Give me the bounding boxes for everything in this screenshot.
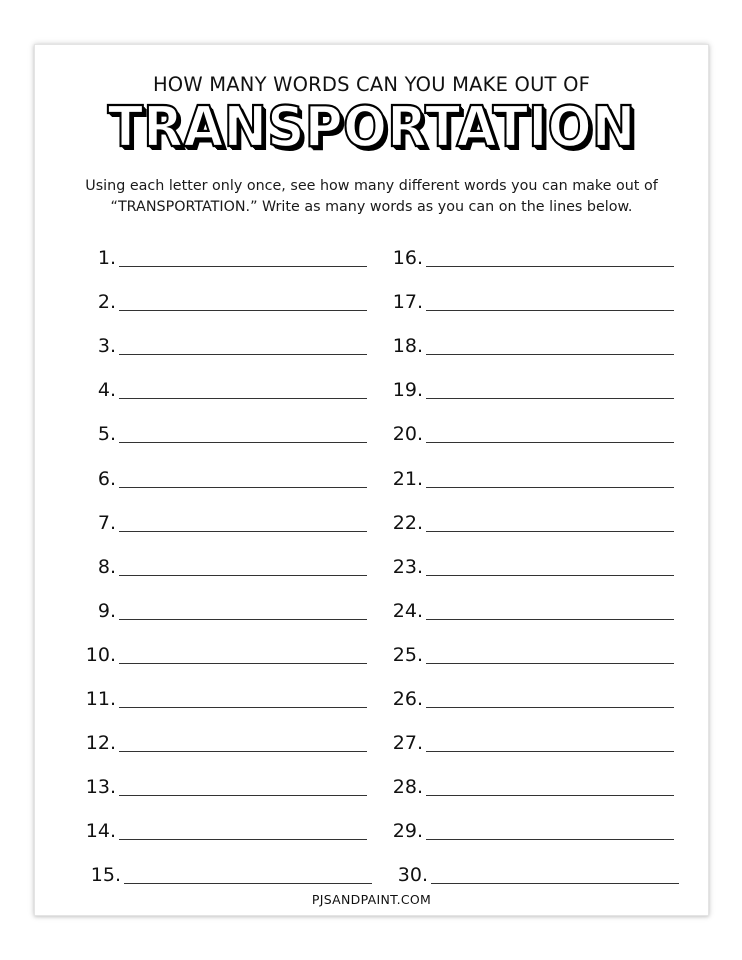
- answer-row: [67, 635, 367, 665]
- answer-number: 14.: [85, 820, 116, 843]
- answer-number: 27.: [392, 732, 423, 755]
- answer-row: [67, 370, 367, 400]
- answer-number: 13.: [85, 776, 116, 799]
- answer-number: 5.: [97, 423, 116, 446]
- answer-line[interactable]: [431, 883, 679, 884]
- answer-number: 22.: [392, 511, 423, 534]
- answer-line[interactable]: [119, 531, 367, 532]
- answer-number: 25.: [392, 643, 423, 666]
- answer-line[interactable]: [119, 751, 367, 752]
- answer-row: [374, 459, 674, 489]
- answer-line[interactable]: [119, 398, 367, 399]
- answer-number: 8.: [97, 555, 116, 578]
- answer-row: [374, 591, 674, 621]
- answer-number: 21.: [392, 467, 423, 490]
- answer-row: [374, 282, 674, 312]
- answer-line[interactable]: [426, 310, 674, 311]
- worksheet-title: TRANSPORTATION: [107, 95, 636, 160]
- answer-row: [374, 723, 674, 753]
- answer-row: [67, 282, 367, 312]
- answer-number: 12.: [85, 732, 116, 755]
- answer-number: 28.: [392, 776, 423, 799]
- answer-line[interactable]: [426, 663, 674, 664]
- answer-row: [67, 679, 367, 709]
- answer-row: [67, 855, 367, 885]
- answer-line[interactable]: [426, 839, 674, 840]
- answer-line[interactable]: [119, 839, 367, 840]
- answer-number: 19.: [392, 379, 423, 402]
- answer-number: 30.: [397, 864, 428, 887]
- instructions: [45, 176, 698, 218]
- answer-number: 24.: [392, 599, 423, 622]
- answer-line[interactable]: [426, 795, 674, 796]
- answer-row: [67, 459, 367, 489]
- answer-row: [374, 238, 674, 268]
- answer-row: [67, 767, 367, 797]
- answer-number: 3.: [97, 335, 116, 358]
- answer-row: [67, 591, 367, 621]
- answer-line[interactable]: [119, 487, 367, 488]
- answer-number: 9.: [97, 599, 116, 622]
- answer-row: [374, 503, 674, 533]
- answer-line[interactable]: [119, 619, 367, 620]
- answer-number: 11.: [85, 688, 116, 710]
- answer-number: 7.: [97, 511, 116, 534]
- answer-line[interactable]: [119, 310, 367, 311]
- instructions-line-2: “TRANSPORTATION.” Write as many words as you can on the lines below.: [110, 199, 633, 215]
- answer-line[interactable]: [119, 575, 367, 576]
- answer-line[interactable]: [426, 354, 674, 355]
- answer-line[interactable]: [124, 883, 372, 884]
- answer-line[interactable]: [426, 266, 674, 267]
- answer-line[interactable]: [119, 663, 367, 664]
- worksheet-subtitle: HOW MANY WORDS CAN YOU MAKE OUT OF: [152, 73, 591, 96]
- answer-number: 20.: [392, 423, 423, 446]
- answer-number: 18.: [392, 335, 423, 358]
- answer-row: [374, 326, 674, 356]
- answer-row: [67, 503, 367, 533]
- site-footer: PJSANDPAINT.COM: [311, 892, 432, 907]
- worksheet-page: [34, 44, 709, 916]
- answer-row: [67, 723, 367, 753]
- answer-line[interactable]: [426, 751, 674, 752]
- answer-number: 1.: [97, 247, 116, 269]
- answer-line[interactable]: [426, 707, 674, 708]
- answer-line[interactable]: [119, 266, 367, 267]
- answer-number: 2.: [97, 291, 116, 314]
- answer-line[interactable]: [426, 442, 674, 443]
- answer-line[interactable]: [119, 795, 367, 796]
- answer-row: [374, 370, 674, 400]
- answer-number: 23.: [392, 555, 423, 578]
- instructions-line-1: Using each letter only once, see how many different words you can make out of: [85, 178, 658, 194]
- answer-row: [67, 326, 367, 356]
- answer-line[interactable]: [119, 354, 367, 355]
- answer-number: 10.: [85, 643, 116, 666]
- answer-row: [374, 414, 674, 444]
- answer-row: [67, 811, 367, 841]
- answer-number: 4.: [97, 379, 116, 402]
- answer-number: 16.: [392, 247, 423, 269]
- answer-row: [67, 238, 367, 268]
- answer-line[interactable]: [426, 531, 674, 532]
- answer-row: [67, 414, 367, 444]
- answer-line[interactable]: [426, 619, 674, 620]
- answer-line[interactable]: [119, 442, 367, 443]
- answer-number: 15.: [90, 864, 121, 887]
- answer-line[interactable]: [426, 398, 674, 399]
- answer-row: [67, 547, 367, 577]
- answer-row: [374, 855, 674, 885]
- answer-row: [374, 811, 674, 841]
- answer-line[interactable]: [119, 707, 367, 708]
- answer-row: [374, 635, 674, 665]
- answer-line[interactable]: [426, 487, 674, 488]
- answer-row: [374, 547, 674, 577]
- answer-number: 29.: [392, 820, 423, 843]
- answer-line[interactable]: [426, 575, 674, 576]
- answer-number: 17.: [392, 291, 423, 314]
- answer-row: [374, 767, 674, 797]
- answer-number: 6.: [97, 467, 116, 490]
- answer-number: 26.: [392, 688, 423, 710]
- answer-row: [374, 679, 674, 709]
